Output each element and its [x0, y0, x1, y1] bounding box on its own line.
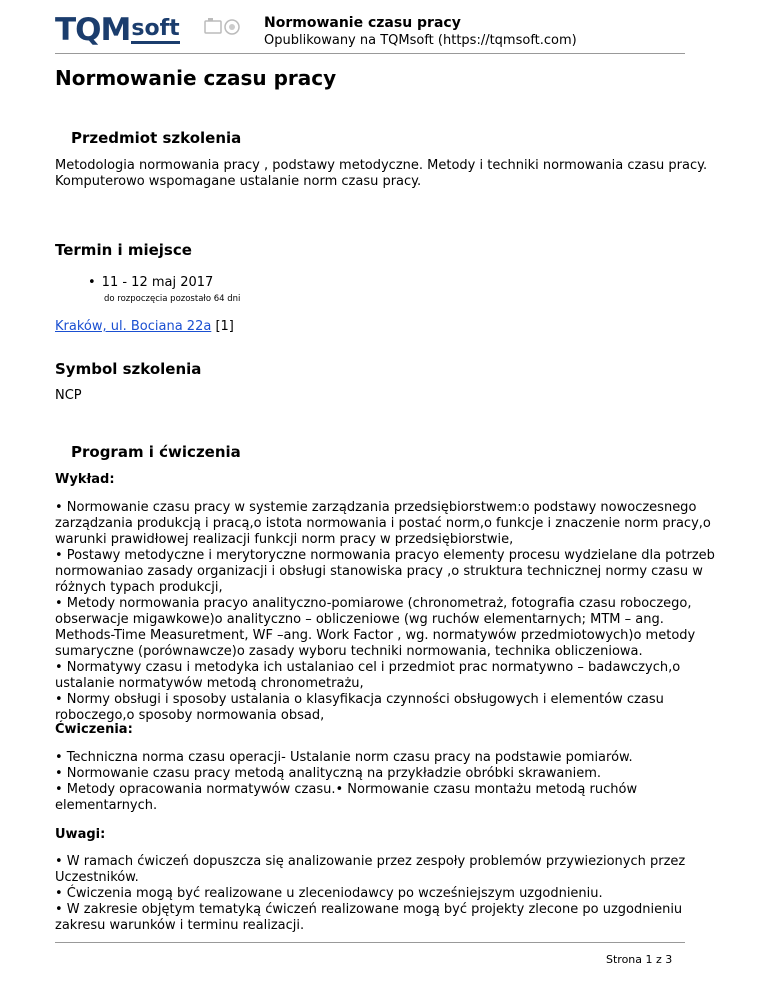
- lecture-line: • Metody normowania pracyo analityczno-pomiarowe (chronometraż, fotografia czasu roboczego,: [55, 596, 692, 611]
- location-ref: [1]: [211, 319, 234, 334]
- notes-label: Uwagi:: [55, 827, 106, 842]
- notes-list: [55, 854, 715, 934]
- exercise-line: • Metody opracowania normatywów czasu.• Normowanie czasu montażu metodą ruchów: [55, 782, 638, 797]
- lecture-line: normowaniao zasady organizacji i obsługi stanowiska pracy ,o struktura technicznej normy czasu w: [55, 564, 703, 579]
- header-published: Opublikowany na TQMsoft (https://tqmsoft.com): [264, 33, 577, 48]
- logo-main: TQM: [55, 12, 131, 48]
- note-line: • W zakresie objętym tematyką ćwiczeń realizowane mogą być projekty zlecone po uzgodnieniu: [55, 902, 683, 917]
- lecture-line: różnych typach produkcji,: [55, 580, 223, 595]
- lecture-line: ustalanie normatywów metodą chronometrażu,: [55, 676, 364, 691]
- symbol-heading: Symbol szkolenia: [55, 360, 202, 378]
- symbol-value: NCP: [55, 388, 82, 403]
- exercise-line: • Normowanie czasu pracy metodą analityczną na przykładzie obróbki skrawaniem.: [55, 766, 602, 781]
- header-title: Normowanie czasu pracy: [264, 15, 461, 31]
- lecture-line: sumaryczne (porównawcze)o zasady wyboru techniki normowania, technika obliczeniowa.: [55, 644, 643, 659]
- subject-text-1: Metodologia normowania pracy , podstawy metodyczne. Metody i techniki normowania czasu pracy.: [55, 158, 708, 173]
- note-line: zakresu warunków i terminu realizacji.: [55, 918, 305, 933]
- countdown-text: do rozpoczęcia pozostało 64 dni: [104, 294, 241, 304]
- camera-icon: [203, 15, 243, 39]
- lecture-line: roboczego,o sposoby normowania obsad,: [55, 708, 325, 723]
- lecture-line: • Postawy metodyczne i merytoryczne normowania pracyo elementy procesu wydzielane dla potrzeb: [55, 548, 715, 563]
- lecture-line: zarządzania produkcją i pracą,o istota normowania i postać norm,o funkcje i znaczenie norm pracy,o: [55, 516, 711, 531]
- lecture-line: • Normowanie czasu pracy w systemie zarządzania przedsiębiorstwem:o podstawy nowoczesnego: [55, 500, 697, 515]
- subject-heading: Przedmiot szkolenia: [71, 129, 242, 147]
- footer-divider: [55, 942, 685, 943]
- page-number: Strona 1 z 3: [606, 953, 673, 966]
- bullet-icon: •: [88, 275, 96, 290]
- dates-heading: Termin i miejsce: [55, 241, 192, 259]
- location-line: [55, 319, 234, 335]
- lecture-line: • Normy obsługi i sposoby ustalania o klasyfikacja czynności obsługowych i elementów czasu: [55, 692, 664, 707]
- exercises-list: [55, 750, 715, 814]
- date-value: 11 - 12 maj 2017: [101, 275, 214, 290]
- lecture-line: Methods-Time Measuretment, WF –ang. Work Factor , wg. normatywów przedmiotowych)o metody: [55, 628, 696, 643]
- lecture-line: warunki prawidłowej realizacji funkcji norm pracy w przedsiębiorstwie,: [55, 532, 514, 547]
- logo-sub: soft: [131, 18, 179, 44]
- subject-text-2: Komputerowo wspomagane ustalanie norm czasu pracy.: [55, 174, 422, 189]
- lecture-label: Wykład:: [55, 472, 115, 487]
- header-divider: [55, 53, 685, 54]
- note-line: • W ramach ćwiczeń dopuszcza się analizowanie przez zespoły problemów przywiezionych przez: [55, 854, 686, 869]
- exercises-label: Ćwiczenia:: [55, 722, 133, 737]
- tqmsoft-logo: [55, 12, 180, 46]
- lecture-line: • Normatywy czasu i metodyka ich ustalaniao cel i przedmiot prac normatywno – badawczych,o: [55, 660, 681, 675]
- page-title: Normowanie czasu pracy: [55, 66, 337, 90]
- date-item: [88, 275, 213, 291]
- exercise-line: • Techniczna norma czasu operacji- Ustalanie norm czasu pracy na podstawie pomiarów.: [55, 750, 633, 765]
- note-line: • Ćwiczenia mogą być realizowane u zleceniodawcy po wcześniejszym uzgodnieniu.: [55, 886, 603, 901]
- location-link[interactable]: Kraków, ul. Bociana 22a: [55, 319, 212, 334]
- program-heading: Program i ćwiczenia: [71, 443, 241, 461]
- lecture-line: obserwacje migawkowe)o analityczno – obliczeniowe (wg ruchów elementarnych; MTM – ang.: [55, 612, 664, 627]
- lecture-list: [55, 500, 715, 724]
- exercise-line: elementarnych.: [55, 798, 158, 813]
- note-line: Uczestników.: [55, 870, 139, 885]
